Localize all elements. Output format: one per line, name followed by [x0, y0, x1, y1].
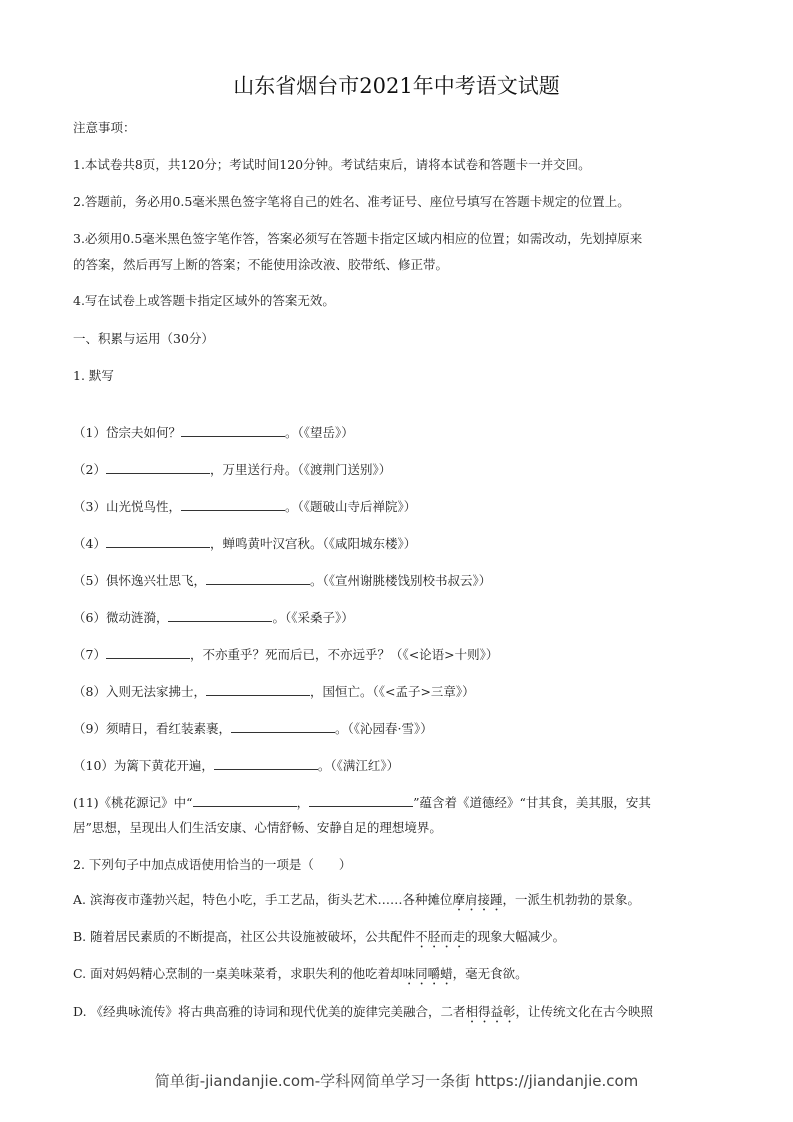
answer-blank: [168, 608, 272, 622]
q1-item: [73, 423, 354, 442]
item-text: （1）岱宗夫如何？: [73, 425, 181, 440]
item-text: （3）山光悦鸟性，: [73, 499, 181, 514]
option-text: D. 《经典咏流传》将古典高雅的诗词和现代优美的旋律完美融合，二者: [73, 1004, 466, 1019]
q1-item-11: [73, 793, 651, 812]
answer-blank: [193, 793, 297, 807]
item-source: ，万里送行舟。（《渡荆门送别》）: [209, 462, 392, 477]
item-text: （9）须晴日，看红装素裹，: [73, 721, 231, 736]
option-text: ，毫无食欲。: [452, 966, 528, 981]
question-1-label: 1. 默写: [73, 368, 114, 383]
item-text: ”蕴含着《道德经》“甘其食，美其服，安其: [413, 795, 651, 810]
item-text: ，: [296, 795, 310, 810]
q1-item: [73, 460, 391, 479]
item-text: （5）俱怀逸兴壮思飞，: [73, 573, 206, 588]
item-source: 。（《采桑子》）: [272, 610, 354, 625]
answer-blank: [106, 534, 210, 548]
dotted-idiom: 不胫而走: [415, 929, 466, 944]
item-text: （10）为篱下黄花开遍，: [73, 758, 214, 773]
q1-item: [73, 756, 399, 775]
option-b: [73, 928, 565, 951]
item-source: 。（《满江红》）: [317, 758, 400, 773]
item-source: 。（《沁园春·雪》）: [334, 721, 433, 736]
item-source: 。（《题破山寺后禅院》）: [284, 499, 417, 514]
item-source: 。（《宣州谢朓楼饯别校书叔云》）: [309, 573, 492, 588]
q1-item: [73, 719, 433, 738]
item-source: ，不亦重乎？死而后已，不亦远乎？（《<论语>十则》）: [189, 647, 499, 662]
option-text: ，一派生机勃勃的景象。: [502, 892, 641, 907]
answer-blank: [106, 460, 210, 474]
q1-item: [73, 497, 416, 516]
answer-blank: [206, 682, 310, 696]
answer-blank: [181, 497, 285, 511]
item-text: （4）: [73, 536, 106, 551]
option-text: B. 随着居民素质的不断提高，社区公共设施被破坏，公共配件: [73, 929, 416, 944]
answer-blank: [231, 719, 335, 733]
notice-heading: 注意事项：: [73, 120, 136, 135]
answer-blank: [181, 423, 285, 437]
notice-item: 1.本试卷共8页，共120分；考试时间120分钟。考试结束后，请将本试卷和答题卡一并交回。: [73, 157, 591, 172]
answer-blank: [206, 571, 310, 585]
q1-item: [73, 534, 416, 553]
option-text: 的现象大幅减少。: [465, 929, 566, 944]
item-source: ，蝉鸣黄叶汉宫秋。（《咸阳城东楼》）: [209, 536, 417, 551]
dotted-idiom: 味同嚼蜡: [402, 966, 453, 981]
option-a: [73, 891, 640, 914]
item-text: (11)《桃花源记》中“: [73, 795, 193, 810]
page-title: 山东省烟台市2021年中考语文试题: [233, 74, 560, 98]
option-text: C. 面对妈妈精心烹制的一桌美味菜肴，求职失利的他吃着却: [73, 966, 403, 981]
q1-item-11-cont: 居”思想，呈现出人们生活安康、心情舒畅、安静自足的理想境界。: [73, 820, 442, 835]
option-text: A. 滨海夜市蓬勃兴起，特色小吃，手工艺品，街头艺术……各种摊位: [73, 892, 453, 907]
option-c: [73, 965, 528, 988]
item-text: （6）微动涟漪，: [73, 610, 169, 625]
q1-item: [73, 682, 475, 701]
dotted-idiom: 摩肩接踵: [452, 892, 503, 907]
section-heading: 一、积累与运用（30分）: [73, 331, 214, 346]
notice-item: 2.答题前，务必用0.5毫米黑色签字笔将自己的姓名、准考证号、座位号填写在答题卡规定的位置上。: [73, 194, 630, 209]
notice-item: 的答案，然后再写上断的答案；不能使用涂改液、胶带纸、修正带。: [73, 257, 449, 272]
q1-item: [73, 608, 354, 627]
option-text: ，让传统文化在古今映照: [515, 1004, 654, 1019]
q1-item: [73, 571, 491, 590]
item-text: （8）入则无法家拂士，: [73, 684, 206, 699]
option-d: [73, 1003, 653, 1026]
notice-item: 4.写在试卷上或答题卡指定区域外的答案无效。: [73, 293, 335, 308]
q1-item: [73, 645, 498, 664]
item-text: （7）: [73, 647, 106, 662]
item-source: ，国恒亡。（《<孟子>三章》）: [309, 684, 475, 699]
answer-blank: [309, 793, 413, 807]
question-2-label: 2. 下列句子中加点成语使用恰当的一项是（ ）: [73, 857, 352, 872]
item-source: 。（《望岳》）: [284, 425, 354, 440]
answer-blank: [106, 645, 190, 659]
item-text: （2）: [73, 462, 106, 477]
answer-blank: [214, 756, 318, 770]
dotted-idiom: 相得益彰: [465, 1004, 516, 1019]
footer-watermark: 简单街-jiandanjie.com-学科网简单学习一条街 https://jiandanjie.com: [154, 1072, 639, 1090]
notice-item: 3.必须用0.5毫米黑色签字笔作答，答案必须写在答题卡指定区域内相应的位置；如需改动，先划掉原来: [73, 231, 643, 246]
